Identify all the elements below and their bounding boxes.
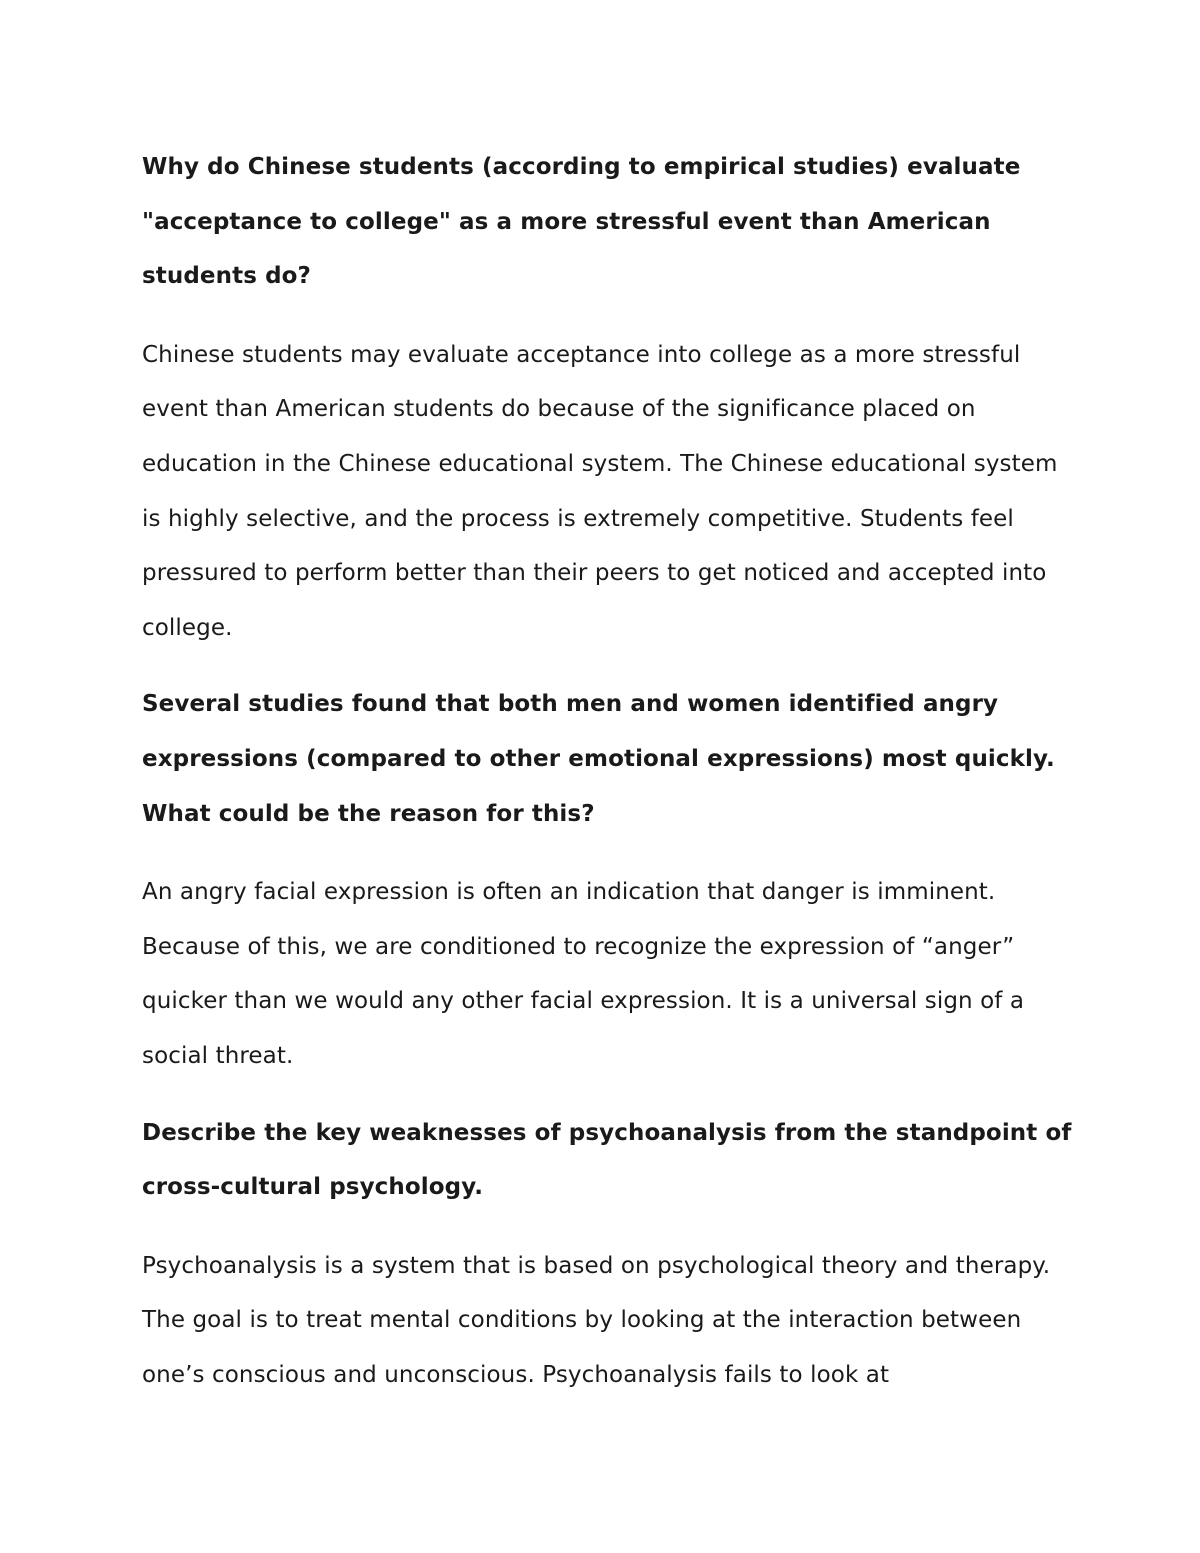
answer-3: Psychoanalysis is a system that is based on psychological theory and therapy. The goal is to treat mental conditions by looking at the interaction between one’s conscious and unconscious. Psychoanalysis fails to look at: [142, 1252, 1051, 1388]
question-3: Describe the key weaknesses of psychoanalysis from the standpoint of cross-cultural psychology.: [142, 1119, 1072, 1201]
document-body: [142, 140, 1072, 1402]
question-2: Several studies found that both men and women identified angry expressions (compared to other emotional expressions) most quickly. What could be the reason for this?: [142, 691, 1055, 827]
answer-1: Chinese students may evaluate acceptance into college as a more stressful event than American students do because of the significance placed on education in the Chinese educational system. The Chinese educational system is highly selective, and the process is extremely competitive. Students feel pressured to perform better than their peers to get noticed and accepted into college.: [142, 341, 1058, 641]
question-1: Why do Chinese students (according to empirical studies) evaluate "acceptance to college" as a more stressful event than American students do?: [142, 154, 1021, 290]
answer-2: An angry facial expression is often an indication that danger is imminent. Because of this, we are conditioned to recognize the expression of “anger” quicker than we would any other facial expression. It is a universal sign of a social threat.: [142, 879, 1025, 1069]
